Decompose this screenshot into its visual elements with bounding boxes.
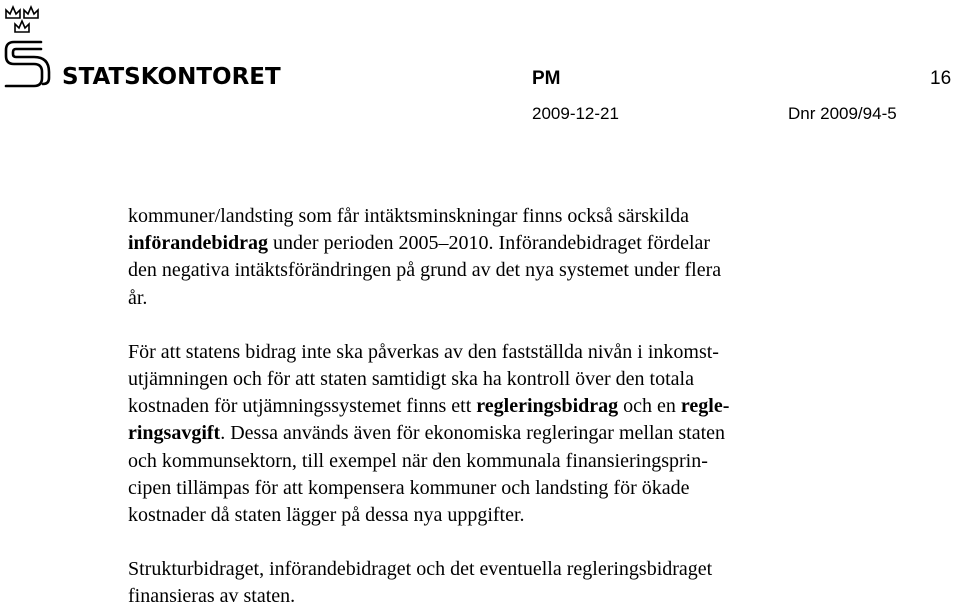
text-span: år. (128, 286, 148, 309)
paragraph-1 (128, 203, 840, 312)
text-span: kommuner/landsting som får intäktsminskningar finns också särskilda (128, 205, 690, 227)
paragraph-3 (128, 556, 840, 610)
statskontoret-logo (2, 2, 302, 88)
term-regleringsavgift-part1: regle- (680, 395, 730, 418)
registration-number: Dnr 2009/94-5 (788, 104, 897, 123)
paragraph-2 (128, 339, 840, 529)
text-span: och kommunsektorn, till exempel när den kommunala finansieringsprin- (128, 449, 708, 472)
text-span: finansieras av staten. (128, 585, 296, 608)
text-span: utjämningen och för att staten samtidigt ska ha kontroll över den totala (128, 368, 694, 391)
text-span: under perioden 2005–2010. Införandebidraget fördelar (273, 232, 711, 255)
document-body (128, 203, 840, 611)
document-type: PM (532, 68, 561, 89)
s-emblem-icon (6, 42, 49, 86)
three-crowns-icon (6, 7, 38, 32)
page-number: 16 (930, 68, 952, 89)
text-span: cipen tillämpas för att kompensera kommuner och landsting för ökade (128, 476, 690, 499)
text-span: kostnader då staten lägger på dessa nya uppgifter. (128, 504, 525, 527)
text-span: och en (623, 395, 676, 418)
document-date: 2009-12-21 (532, 104, 619, 123)
term-regleringsbidrag: regleringsbidrag (476, 395, 619, 418)
term-regleringsavgift-part2: ringsavgift (128, 422, 221, 445)
text-span: kostnaden för utjämningssystemet finns ett (128, 395, 472, 418)
logo-wordmark: STATSKONTORET (62, 64, 281, 88)
text-span: den negativa intäktsförändringen på grund av det nya systemet under flera (128, 259, 722, 282)
text-span: Strukturbidraget, införandebidraget och det eventuella regleringsbidraget (128, 558, 713, 581)
term-inforandebidrag: införandebidrag (128, 232, 269, 255)
text-span: . Dessa används även för ekonomiska regleringar mellan staten (220, 422, 726, 445)
text-span: För att statens bidrag inte ska påverkas av den fastställda nivån i inkomst- (128, 340, 719, 363)
logo-graphic (2, 2, 302, 88)
